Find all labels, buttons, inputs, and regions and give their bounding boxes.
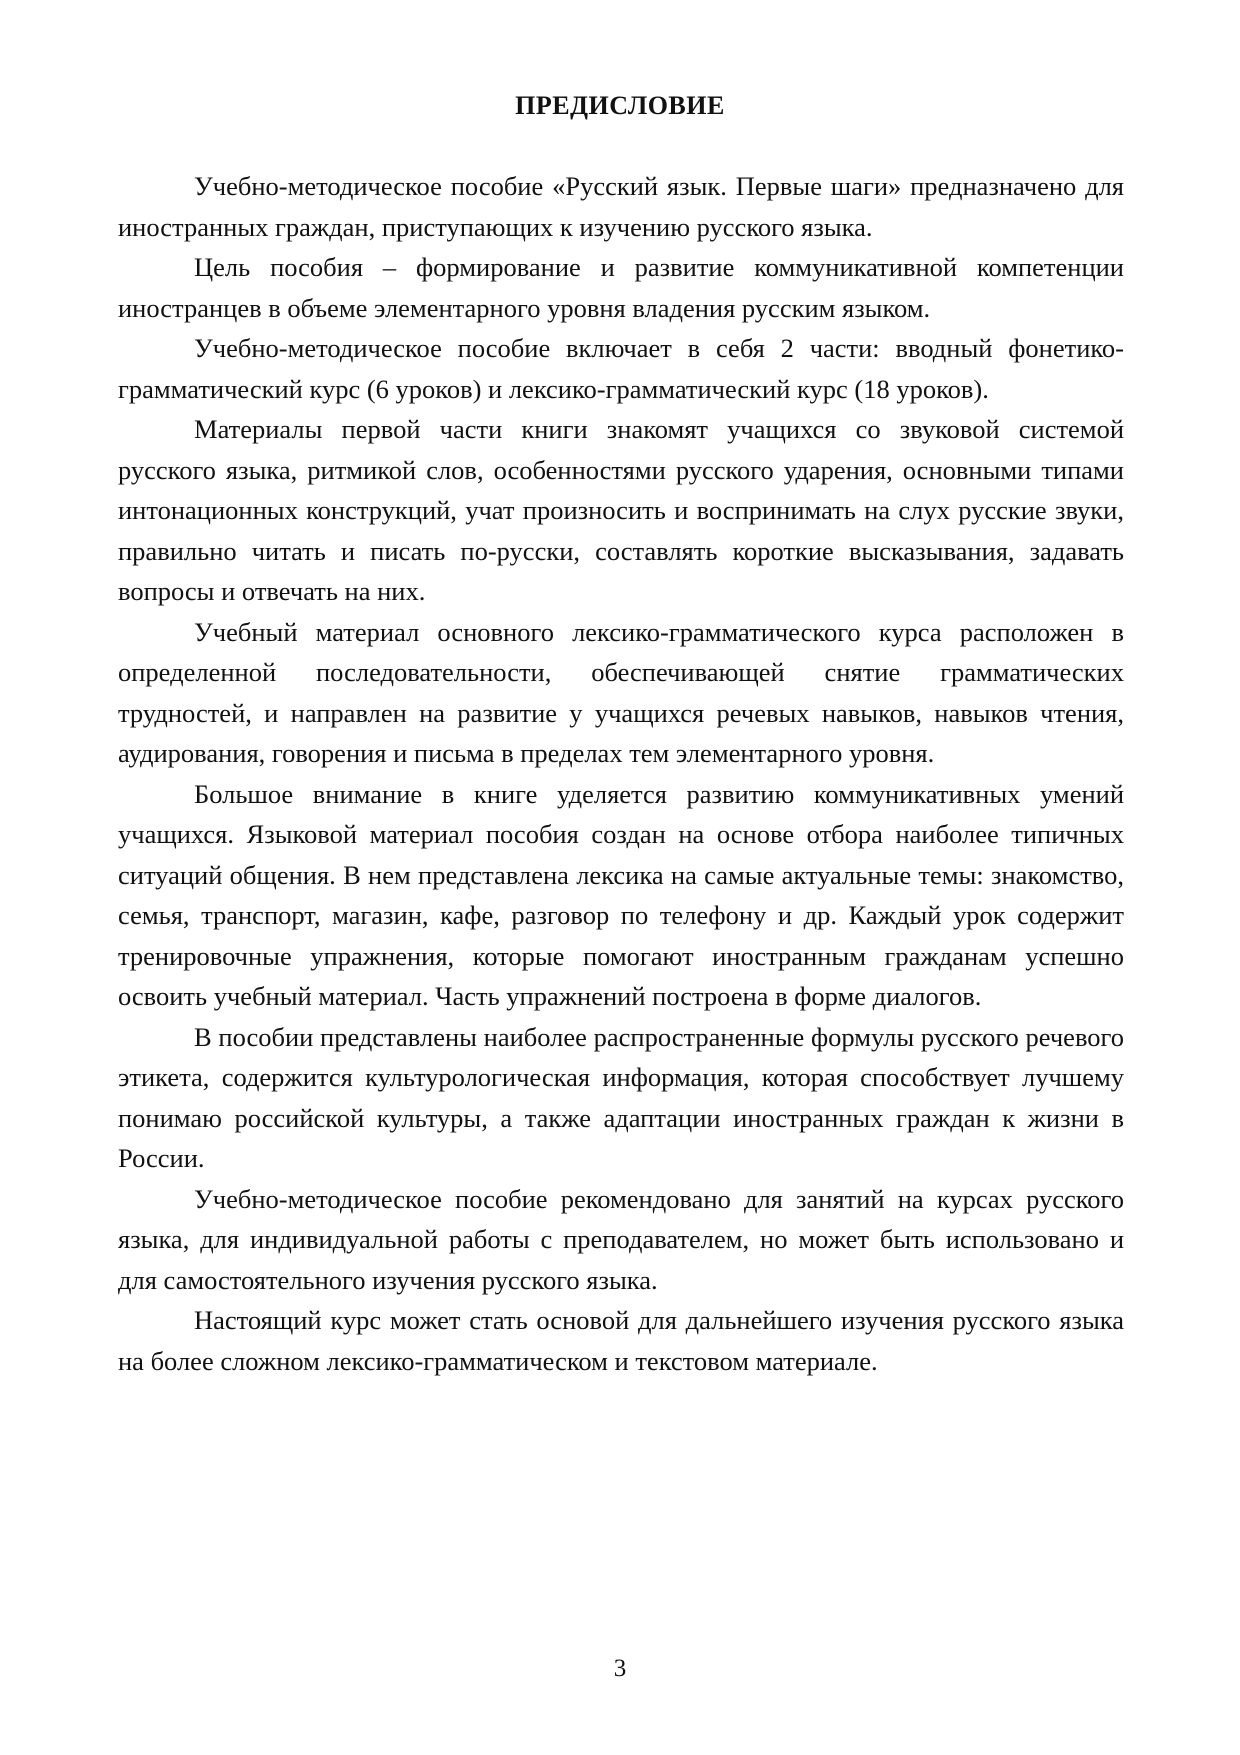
paragraph: Цель пособия – формирование и развитие коммуникативной компетенции иностранцев в объеме элементарного уровня владения русским языком. bbox=[118, 252, 1124, 323]
paragraph: Учебно-методическое пособие «Русский язык. Первые шаги» предназначено для иностранных граждан, приступающих к изучению русского языка. bbox=[118, 171, 1124, 242]
paragraph: Учебно-методическое пособие рекомендовано для занятий на курсах русского языка, для индивидуальной работы с преподавателем, но может быть использовано и для самостоятельного изучения русского языка. bbox=[118, 1183, 1124, 1295]
paragraph: В пособии представлены наиболее распространенные формулы русского речевого этикета, содержится культурологическая информация, которая способствует лучшему понимаю российской культуры, а также адаптации иностранных граждан к жизни в России. bbox=[118, 1021, 1124, 1173]
paragraph: Учебный материал основного лексико-грамматического курса расположен в определенной последовательности, обеспечивающей снятие грамматических трудностей, и направлен на развитие у учащихся речевых навыков, навыков чтения, аудирования, говорения и письма в пределах тем элементарного уровня. bbox=[118, 616, 1124, 768]
paragraph: Большое внимание в книге уделяется развитию коммуникативных умений учащихся. Языковой материал пособия создан на основе отбора наиболее типичных ситуаций общения. В нем представлена лексика на самые актуальные темы: знакомство, семья, транспорт, магазин, кафе, разговор по телефону и др. Каждый урок содержит тренировочные упражнения, которые помогают иностранным гражданам успешно освоить учебный материал. Часть упражнений построена в форме диалогов. bbox=[118, 778, 1124, 1011]
paragraph: Материалы первой части книги знакомят учащихся со звуковой системой русского языка, ритмикой слов, особенностями русского ударения, основными типами интонационных конструкций, учат произносить и воспринимать на слух русские звуки, правильно читать и писать по-русски, составлять короткие высказывания, задавать вопросы и отвечать на них. bbox=[118, 414, 1124, 606]
page-number: 3 bbox=[613, 1655, 627, 1682]
page-title: ПРЕДИСЛОВИЕ bbox=[515, 91, 725, 120]
preface-body bbox=[118, 166, 1124, 1381]
paragraph: Учебно-методическое пособие включает в себя 2 части: вводный фонетико-грамматический курс (6 уроков) и лексико-грамматический курс (18 уроков). bbox=[118, 333, 1124, 404]
paragraph: Настоящий курс может стать основой для дальнейшего изучения русского языка на более сложном лексико-грамматическом и текстовом материале. bbox=[118, 1305, 1124, 1376]
